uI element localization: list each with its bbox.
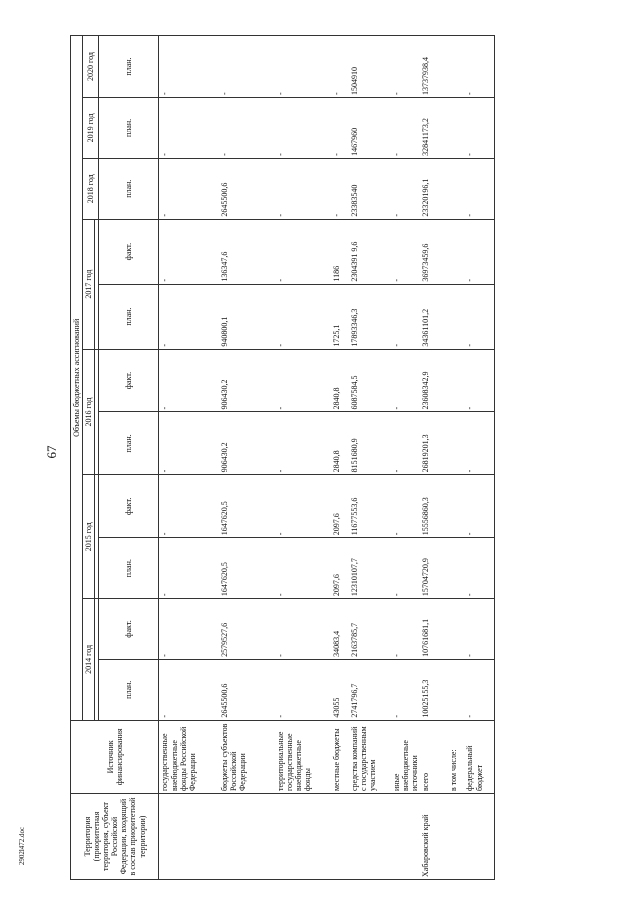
value-cell: -	[464, 158, 494, 219]
territory-cell	[275, 794, 331, 880]
table-row	[391, 36, 421, 880]
value-cell	[448, 36, 464, 98]
budget-table-rotated	[70, 35, 595, 880]
col-plan: план.	[99, 284, 159, 349]
value-cell: -	[159, 659, 219, 720]
value-cell: 2304391 9,6	[349, 219, 391, 284]
value-cell: 34083,4	[331, 599, 349, 660]
table-row	[219, 36, 275, 880]
year-2014: 2014 год	[83, 599, 95, 721]
col-plan: план.	[99, 98, 159, 159]
territory-cell	[331, 794, 349, 880]
table-row	[331, 36, 349, 880]
value-cell: -	[159, 36, 219, 98]
value-cell: -	[391, 219, 421, 284]
value-cell: -	[159, 412, 219, 475]
value-cell	[448, 412, 464, 475]
value-cell: 17893346,3	[349, 284, 391, 349]
value-cell	[448, 475, 464, 538]
value-cell: -	[464, 412, 494, 475]
col-fact: факт.	[99, 599, 159, 660]
value-cell: -	[391, 36, 421, 98]
year-2018: 2018 год	[83, 158, 99, 219]
value-cell: 1647620,5	[219, 538, 275, 599]
table-row	[159, 36, 219, 880]
value-cell: 13737938,4	[420, 36, 448, 98]
value-cell: -	[159, 349, 219, 412]
value-cell: -	[464, 219, 494, 284]
value-cell: 906430,2	[219, 349, 275, 412]
value-cell: -	[275, 349, 331, 412]
value-cell: 136347,6	[219, 219, 275, 284]
year-2019: 2019 год	[83, 98, 99, 159]
territory-cell	[391, 794, 421, 880]
value-cell: 15704720,9	[420, 538, 448, 599]
col-fact: факт.	[99, 219, 159, 284]
value-cell: 15556860,3	[420, 475, 448, 538]
year-2020: 2020 год	[83, 36, 99, 98]
value-cell: 10761681,1	[420, 599, 448, 660]
value-cell: -	[159, 219, 219, 284]
value-cell: -	[464, 599, 494, 660]
source-cell: средства компаний с государственным участием	[349, 720, 391, 793]
value-cell: -	[275, 412, 331, 475]
value-cell: 2579527,6	[219, 599, 275, 660]
value-cell: 34361101,2	[420, 284, 448, 349]
header-volumes: Объемы бюджетных ассигнований	[71, 36, 83, 721]
value-cell: 23320196,1	[420, 158, 448, 219]
value-cell	[448, 98, 464, 159]
value-cell: -	[391, 158, 421, 219]
value-cell: -	[275, 158, 331, 219]
value-cell: -	[464, 475, 494, 538]
value-cell: -	[391, 412, 421, 475]
value-cell: -	[275, 659, 331, 720]
budget-table	[70, 35, 495, 880]
value-cell: 36973459,6	[420, 219, 448, 284]
value-cell	[448, 599, 464, 660]
value-cell: -	[275, 284, 331, 349]
source-cell: местные бюджеты	[331, 720, 349, 793]
value-cell: 23608342,9	[420, 349, 448, 412]
source-cell: в том числе:	[448, 720, 464, 793]
value-cell: -	[159, 158, 219, 219]
value-cell	[448, 538, 464, 599]
value-cell: -	[159, 284, 219, 349]
value-cell: 1186	[331, 219, 349, 284]
col-fact: факт.	[99, 349, 159, 412]
value-cell: 1504910	[349, 36, 391, 98]
value-cell: 2097,6	[331, 475, 349, 538]
col-plan: план.	[99, 158, 159, 219]
col-plan: план.	[99, 538, 159, 599]
value-cell: 1725,1	[331, 284, 349, 349]
source-cell: федеральный бюджет	[464, 720, 494, 793]
col-plan: план.	[99, 412, 159, 475]
value-cell: -	[275, 98, 331, 159]
value-cell: -	[275, 475, 331, 538]
value-cell: -	[219, 98, 275, 159]
value-cell: 1467960	[349, 98, 391, 159]
territory-cell	[159, 794, 219, 880]
source-cell: всего	[420, 720, 448, 793]
col-plan: план.	[99, 36, 159, 98]
col-fact: факт.	[99, 475, 159, 538]
value-cell: 10025155,3	[420, 659, 448, 720]
value-cell	[448, 659, 464, 720]
value-cell: 906430,2	[219, 412, 275, 475]
table-row	[448, 36, 464, 880]
value-cell: -	[275, 36, 331, 98]
table-row	[349, 36, 391, 880]
value-cell: 2840,8	[331, 412, 349, 475]
value-cell: -	[159, 599, 219, 660]
value-cell: -	[464, 284, 494, 349]
value-cell: 940800,1	[219, 284, 275, 349]
value-cell: 2097,6	[331, 538, 349, 599]
value-cell: -	[331, 158, 349, 219]
value-cell: -	[219, 36, 275, 98]
value-cell: -	[391, 599, 421, 660]
value-cell: -	[464, 349, 494, 412]
value-cell: 26819201,3	[420, 412, 448, 475]
value-cell: -	[464, 98, 494, 159]
value-cell: 2741796,7	[349, 659, 391, 720]
value-cell: -	[391, 284, 421, 349]
value-cell: 8151680,9	[349, 412, 391, 475]
value-cell: -	[464, 538, 494, 599]
value-cell: -	[159, 98, 219, 159]
value-cell: 12310107,7	[349, 538, 391, 599]
table-row	[464, 36, 494, 880]
value-cell	[448, 158, 464, 219]
col-plan: план.	[99, 659, 159, 720]
table-row	[420, 36, 448, 880]
header-source: Источник финансирования	[71, 720, 159, 793]
value-cell: -	[464, 36, 494, 98]
territory-cell	[448, 794, 464, 880]
territory-cell: Хабаровский край	[420, 794, 448, 880]
value-cell: 2645500,6	[219, 659, 275, 720]
territory-cell	[464, 794, 494, 880]
value-cell: -	[391, 349, 421, 412]
value-cell: -	[391, 659, 421, 720]
value-cell: -	[331, 98, 349, 159]
source-cell: иные внебюджетные источники	[391, 720, 421, 793]
value-cell: -	[275, 599, 331, 660]
source-cell: территориальные государственные внебюджетные фонды	[275, 720, 331, 793]
year-2015: 2015 год	[83, 475, 95, 599]
value-cell	[448, 219, 464, 284]
year-2016: 2016 год	[83, 349, 95, 475]
value-cell	[448, 284, 464, 349]
value-cell: 23383540	[349, 158, 391, 219]
value-cell: 2840,8	[331, 349, 349, 412]
table-row	[275, 36, 331, 880]
territory-cell	[219, 794, 275, 880]
territory-cell	[349, 794, 391, 880]
value-cell: -	[391, 475, 421, 538]
value-cell: 2163785,7	[349, 599, 391, 660]
value-cell: 11677553,6	[349, 475, 391, 538]
value-cell: -	[391, 98, 421, 159]
source-cell: бюджеты субъектов Российской Федерации	[219, 720, 275, 793]
value-cell: 1647620,5	[219, 475, 275, 538]
value-cell: -	[275, 538, 331, 599]
value-cell: 43055	[331, 659, 349, 720]
value-cell: -	[391, 538, 421, 599]
year-2017: 2017 год	[83, 219, 95, 349]
value-cell: 6087584,5	[349, 349, 391, 412]
page-number: 67	[44, 445, 59, 459]
value-cell: -	[159, 475, 219, 538]
source-cell: государственные внебюджетные фонды Российской Федерации	[159, 720, 219, 793]
footer-filename: 2902l472.doc	[18, 826, 26, 866]
value-cell: 2645500,6	[219, 158, 275, 219]
value-cell: -	[275, 219, 331, 284]
value-cell: -	[331, 36, 349, 98]
header-territory: Территория (приоритетная территория, субъект Российской Федерации, входящий в состав приоритетной территории)	[71, 794, 159, 880]
value-cell: -	[159, 538, 219, 599]
value-cell: -	[464, 659, 494, 720]
value-cell	[448, 349, 464, 412]
value-cell: 32841173,2	[420, 98, 448, 159]
